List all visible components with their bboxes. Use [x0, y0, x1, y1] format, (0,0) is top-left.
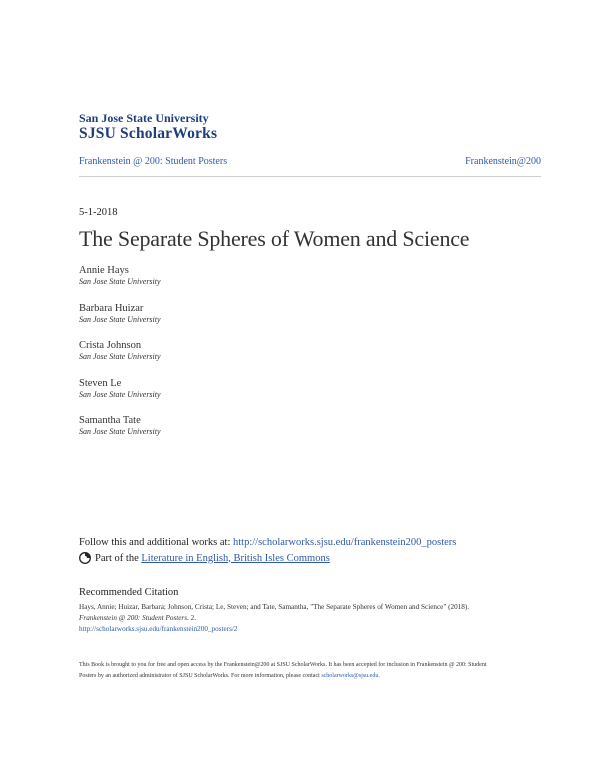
- access-notice: [79, 660, 499, 681]
- recommended-citation-heading: Recommended Citation: [79, 587, 179, 598]
- author-name: Crista Johnson: [79, 340, 142, 351]
- repository-name[interactable]: SJSU ScholarWorks: [79, 125, 218, 142]
- commons-icon: [79, 552, 91, 564]
- commons-link[interactable]: Literature in English, British Isles Commons: [141, 552, 330, 564]
- citation-series: Frankenstein @ 200: Student Posters: [79, 614, 188, 622]
- citation-line-1: Hays, Annie; Huizar, Barbara; Johnson, Crista; Le, Steven; and Tate, Samantha, "The Separate Spheres of Women and Science" (2018).: [79, 603, 470, 611]
- author-entry: [79, 302, 379, 340]
- contact-email-link[interactable]: scholarworks@sjsu.edu: [321, 672, 379, 679]
- publication-date: 5-1-2018: [79, 207, 118, 218]
- partof-text: Part of the: [95, 552, 139, 564]
- follow-line: [79, 537, 456, 548]
- collection-link[interactable]: Frankenstein@200: [465, 156, 541, 167]
- author-list: [79, 264, 379, 452]
- collection-bar: [79, 156, 541, 167]
- university-name: San Jose State University: [79, 111, 209, 125]
- follow-text: Follow this and additional works at:: [79, 537, 231, 548]
- notice-text: This Book is brought to you for free and open access by the Frankenstein@200 at SJSU ScholarWorks. It has been accepted for inclusion in Frankenstein @ 200: Student Posters by an authorized administrator of SJSU ScholarWorks. For more information, please contact: [79, 662, 487, 679]
- author-name: Samantha Tate: [79, 415, 141, 426]
- author-entry: [79, 264, 379, 302]
- citation-number: . 2.: [187, 614, 197, 622]
- author-entry: [79, 339, 379, 377]
- author-affiliation: San Jose State University: [79, 314, 161, 324]
- author-affiliation: San Jose State University: [79, 352, 161, 361]
- author-name: Barbara Huizar: [79, 302, 144, 314]
- document-title: The Separate Spheres of Women and Science: [79, 226, 470, 251]
- author-name: Annie Hays: [79, 265, 129, 276]
- author-name: Steven Le: [79, 377, 122, 389]
- divider: [79, 176, 541, 177]
- author-affiliation: San Jose State University: [79, 389, 161, 399]
- notice-end: .: [378, 672, 380, 679]
- partof-line: [79, 552, 330, 564]
- author-affiliation: San Jose State University: [79, 427, 161, 436]
- citation-line-2: [79, 613, 541, 624]
- series-link[interactable]: Frankenstein @ 200: Student Posters: [79, 156, 228, 167]
- author-entry: [79, 377, 379, 415]
- collection-url-link[interactable]: http://scholarworks.sjsu.edu/frankenstein200_posters: [233, 537, 457, 548]
- repository-header: [79, 111, 217, 143]
- author-affiliation: San Jose State University: [79, 277, 161, 286]
- citation-text: [79, 602, 541, 635]
- author-entry: [79, 414, 379, 452]
- citation-url-link[interactable]: http://scholarworks.sjsu.edu/frankenstein200_posters/2: [79, 625, 238, 633]
